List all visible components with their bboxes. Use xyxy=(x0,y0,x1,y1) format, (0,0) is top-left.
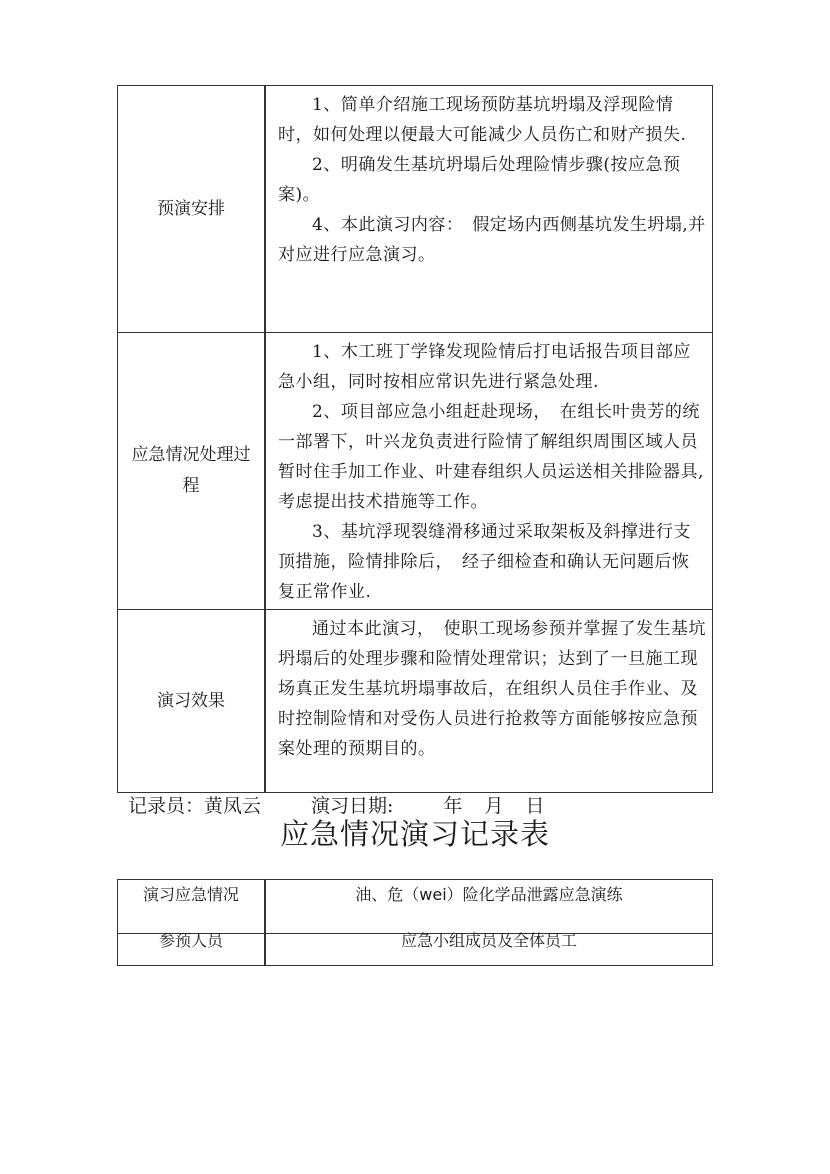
summary-label-participants: 参预人员 xyxy=(118,928,266,966)
recorder-label: 记录员： xyxy=(128,795,205,817)
table-row-emergency-process xyxy=(118,333,712,610)
summary-value-scenario: 油、危（wei）险化学品泄露应急演练 xyxy=(355,885,623,904)
drill-summary-table xyxy=(117,879,713,966)
row-content-drill-effect xyxy=(266,610,712,793)
date-year: 年 xyxy=(443,795,463,817)
summary-value-participants: 应急小组成员及全体员工 xyxy=(400,931,577,950)
row-label-drill-effect: 演习效果 xyxy=(118,610,266,793)
table-row-rehearsal-plan xyxy=(118,86,712,333)
drill-record-table xyxy=(117,85,713,793)
plan-paragraph-1: 1、简单介绍施工现场预防基坑坍塌及浮现险情时，如何处理以便最大可能减少人员伤亡和财产损失. xyxy=(278,95,687,145)
summary-label-scenario: 演习应急情况 xyxy=(118,880,266,933)
row-content-rehearsal-plan xyxy=(266,86,712,332)
row-label-emergency-process: 应急情况处理过程 xyxy=(118,333,266,609)
recorder-name: 黄凤云 xyxy=(204,795,262,817)
plan-paragraph-3: 4、本此演习内容： 假定场内西侧基坑发生坍塌,并对应进行应急演习。 xyxy=(278,215,706,265)
date-label: 演习日期: xyxy=(311,795,394,817)
date-month: 月 xyxy=(484,795,504,817)
process-paragraph-1: 1、木工班丁学锋发现险情后打电话报告项目部应急小组，同时按相应常识先进行紧急处理. xyxy=(278,342,691,392)
date-day: 日 xyxy=(525,795,545,817)
row-content-emergency-process xyxy=(266,333,712,609)
plan-paragraph-2: 2、明确发生基坑坍塌后处理险情步骤(按应急预案)。 xyxy=(278,155,681,205)
form-title: 应急情况演习记录表 xyxy=(279,817,550,851)
table-row-drill-effect xyxy=(118,610,712,793)
process-paragraph-2: 2、项目部应急小组赶赴现场， 在组长叶贵芳的统一部署下，叶兴龙负责进行险情了解组织周围区域人员暂时住手加工作业、叶建春组织人员运送相关排险器具,考虑提出技术措施等工作。 xyxy=(278,402,704,512)
process-paragraph-3: 3、基坑浮现裂缝滑移通过采取架板及斜撑进行支顶措施，险情排除后， 经子细检查和确认无问题后恢复正常作业. xyxy=(278,522,691,602)
row-label-rehearsal-plan: 预演安排 xyxy=(118,86,266,332)
table-row-participants xyxy=(118,931,712,966)
effect-paragraph: 通过本此演习， 使职工现场参预并掌握了发生基坑坍塌后的处理步骤和险情处理常识；达到了一旦施工现场真正发生基坑坍塌事故后，在组织人员住手作业、及时控制险情和对受伤人员进行抢救等方面能够按应急预案处理的预期目的。 xyxy=(278,619,706,759)
table-row-drill-scenario xyxy=(118,880,712,934)
